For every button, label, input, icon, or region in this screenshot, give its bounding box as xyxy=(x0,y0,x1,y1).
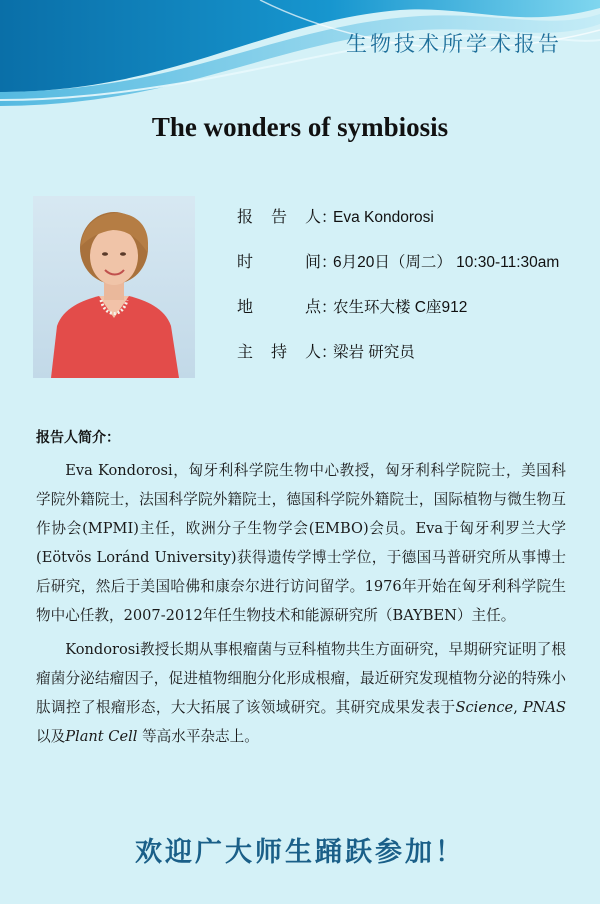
closing-invitation: 欢迎广大师生踊跃参加！ xyxy=(135,837,465,868)
journal-pnas: PNAS xyxy=(522,699,566,716)
header-wave-decoration xyxy=(0,0,600,120)
speaker-colon: ： xyxy=(321,208,337,226)
time-label: 时 间 xyxy=(237,252,321,271)
talk-host: 梁岩 研究员 xyxy=(333,344,415,361)
time-colon: ： xyxy=(321,253,337,271)
time-row xyxy=(237,249,559,294)
bio-paragraph-2: Kondorosi教授长期从事根瘤菌与豆科植物共生方面研究，早期研究证明了根瘤菌分泌结瘤因子，促进植物细胞分化形成根瘤，最近研究发现植物分泌的特殊小肽调控了根瘤形态，大大拓展了该领域研究。其研究成果发表于Science, PNAS以及Plant Cell 等高水平杂志上。 xyxy=(36,641,566,745)
place-colon: ： xyxy=(321,298,337,316)
journal-plant-cell: Plant Cell xyxy=(65,728,138,745)
bio-text xyxy=(36,456,566,756)
speaker-label: 报 告 人 xyxy=(237,207,321,226)
bio-paragraph-1: Eva Kondorosi，匈牙利科学院生物中心教授，匈牙利科学院院士，美国科学院外籍院士，法国科学院外籍院士，德国科学院外籍院士，国际植物与微生物互作协会(MPMI)主任，欧洲分子生物学会(EMBO)会员。Eva于匈牙利罗兰大学(Eötvös Loránd University)获得遗传学博士学位，于德国马普研究所从事博士后研究，然后于美国哈佛和康奈尔进行访问留学。1976年开始在匈牙利科学院生物中心任教，2007-2012年任生物技术和能源研究所（BAYBEN）主任。 xyxy=(36,462,566,624)
speaker-row xyxy=(237,204,559,249)
talk-title: The wonders of symbiosis xyxy=(151,112,449,142)
talk-time: 6月20日（周二） 10:30-11:30am xyxy=(333,254,560,271)
org-title: 生物技术所学术报告 xyxy=(346,32,562,56)
talk-place: 农生环大楼 C座912 xyxy=(333,299,468,316)
journal-science: Science xyxy=(455,699,514,716)
host-colon: ： xyxy=(321,343,337,361)
place-label: 地 点 xyxy=(237,297,321,316)
speaker-name: Eva Kondorosi xyxy=(333,209,434,226)
speaker-photo xyxy=(33,196,195,378)
bio-heading: 报告人简介： xyxy=(36,430,120,446)
place-row xyxy=(237,294,559,339)
talk-details xyxy=(237,204,559,384)
host-label: 主 持 人 xyxy=(237,342,321,361)
host-row xyxy=(237,339,559,384)
